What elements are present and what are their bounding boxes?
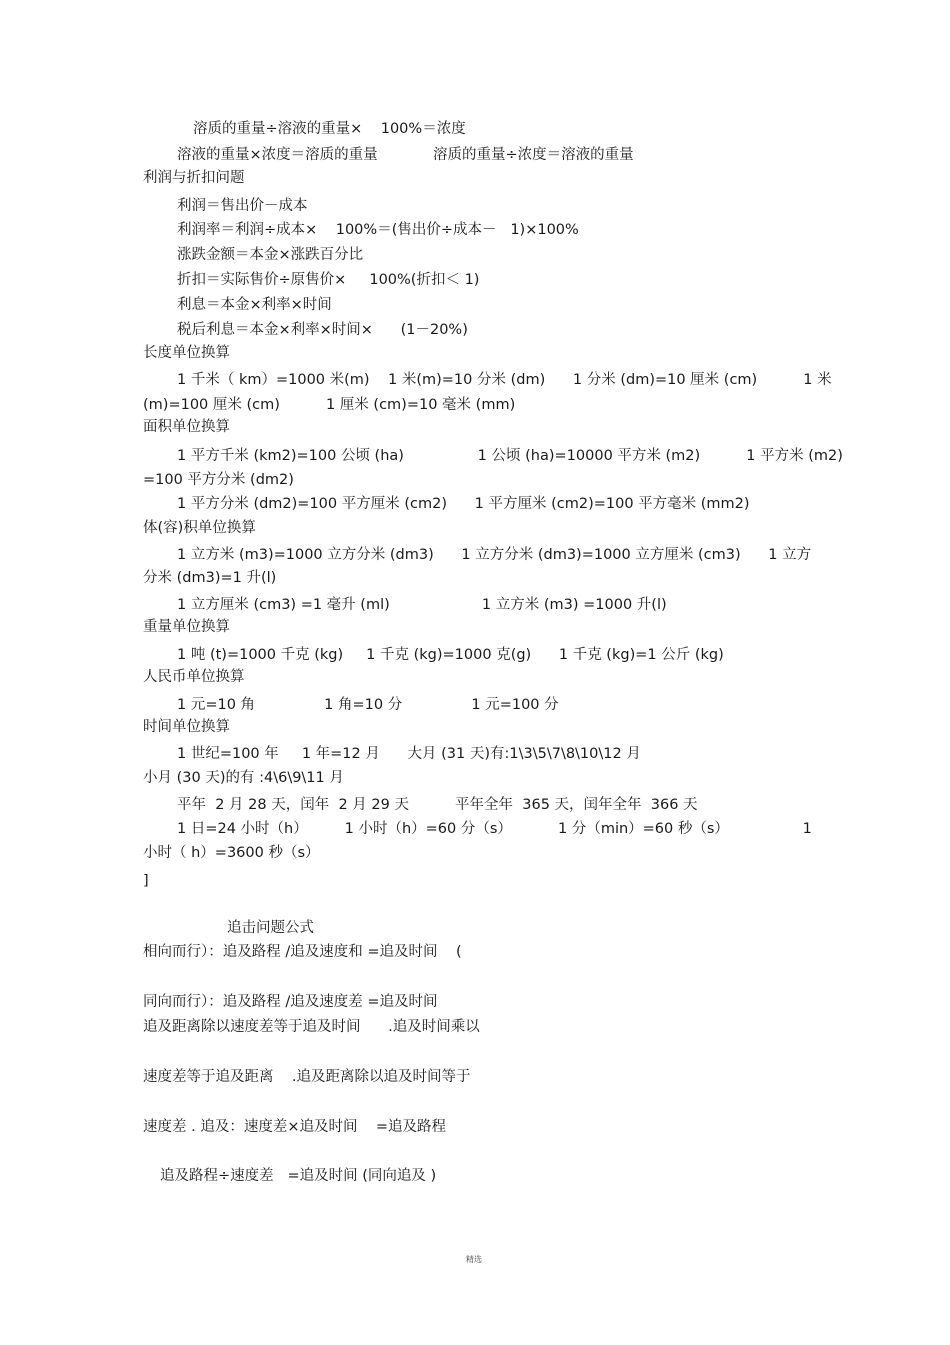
text-line: 利息＝本金×利率×时间	[177, 297, 332, 313]
text-line: 利润率＝利润÷成本× 100%＝(售出价÷成本－ 1)×100%	[177, 222, 579, 238]
section-heading: 体(容)积单位换算	[143, 520, 256, 536]
text-line: 1 吨 (t)=1000 千克 (kg) 1 千克 (kg)=1000 克(g) 1 千克 (kg)=1 公斤 (kg)	[177, 647, 724, 663]
text-line: 1 日=24 小时（h） 1 小时（h）=60 分（s） 1 分（min）=60 秒（s） 1	[177, 821, 812, 837]
text-line: 速度差等于追及距离 .追及距离除以追及时间等于	[143, 1069, 471, 1085]
text-line: 分米 (dm3)=1 升(l)	[143, 570, 277, 586]
section-heading: 追击问题公式	[227, 920, 314, 936]
text-line: 1 世纪=100 年 1 年=12 月 大月 (31 天)有:1\3\5\7\8\10\12 月	[177, 746, 641, 762]
section-heading: 面积单位换算	[143, 419, 230, 435]
text-line: 追及距离除以速度差等于追及时间 .追及时间乘以	[143, 1019, 480, 1035]
section-heading: 长度单位换算	[143, 345, 230, 361]
text-line: 1 立方厘米 (cm3) =1 毫升 (ml) 1 立方米 (m3) =1000 升(l)	[177, 597, 667, 613]
text-line: 小时（ h）=3600 秒（s）	[143, 845, 320, 861]
text-line: 利润＝售出价－成本	[177, 198, 308, 214]
text-line: 1 立方米 (m3)=1000 立方分米 (dm3) 1 立方分米 (dm3)=1000 立方厘米 (cm3) 1 立方	[177, 547, 812, 563]
text-line: 税后利息＝本金×利率×时间× (1－20%)	[177, 322, 468, 338]
text-line: 追及路程÷速度差 =追及时间 (同向追及 )	[160, 1168, 437, 1184]
page-footer: 精选	[466, 1255, 482, 1264]
text-line: 折扣＝实际售价÷原售价× 100%(折扣＜ 1)	[177, 272, 480, 288]
text-line: 涨跌金额＝本金×涨跌百分比	[177, 247, 364, 263]
text-line: ]	[143, 873, 149, 889]
text-line: 小月 (30 天)的有 :4\6\9\11 月	[143, 770, 344, 786]
text-line: (m)=100 厘米 (cm) 1 厘米 (cm)=10 毫米 (mm)	[143, 397, 516, 413]
section-heading: 人民币单位换算	[143, 669, 245, 685]
text-line: 1 平方千米 (km2)=100 公顷 (ha) 1 公顷 (ha)=10000 平方米 (m2) 1 平方米 (m2)	[177, 448, 843, 464]
text-line: 平年 2 月 28 天，闰年 2 月 29 天 平年全年 365 天，闰年全年 366 天	[177, 797, 698, 813]
text-line: 同向而行）：追及路程 /追及速度差 =追及时间	[143, 994, 438, 1010]
text-line: 速度差 . 追及：速度差×追及时间 =追及路程	[143, 1119, 447, 1135]
text-line: 溶质的重量÷溶液的重量× 100%＝浓度	[193, 121, 466, 137]
section-heading: 时间单位换算	[143, 719, 230, 735]
text-line: =100 平方分米 (dm2)	[143, 472, 294, 488]
section-heading: 利润与折扣问题	[143, 170, 245, 186]
text-line: 1 平方分米 (dm2)=100 平方厘米 (cm2) 1 平方厘米 (cm2)=100 平方毫米 (mm2)	[177, 496, 750, 512]
text-line: 1 千米（ km）=1000 米(m) 1 米(m)=10 分米 (dm) 1 分米 (dm)=10 厘米 (cm) 1 米	[177, 372, 832, 388]
text-line: 1 元=10 角 1 角=10 分 1 元=100 分	[177, 697, 559, 713]
section-heading: 重量单位换算	[143, 619, 230, 635]
text-line: 相向而行）：追及路程 /追及速度和 =追及时间 (	[143, 944, 462, 960]
text-line: 溶液的重量×浓度＝溶质的重量 溶质的重量÷浓度＝溶液的重量	[177, 147, 634, 163]
